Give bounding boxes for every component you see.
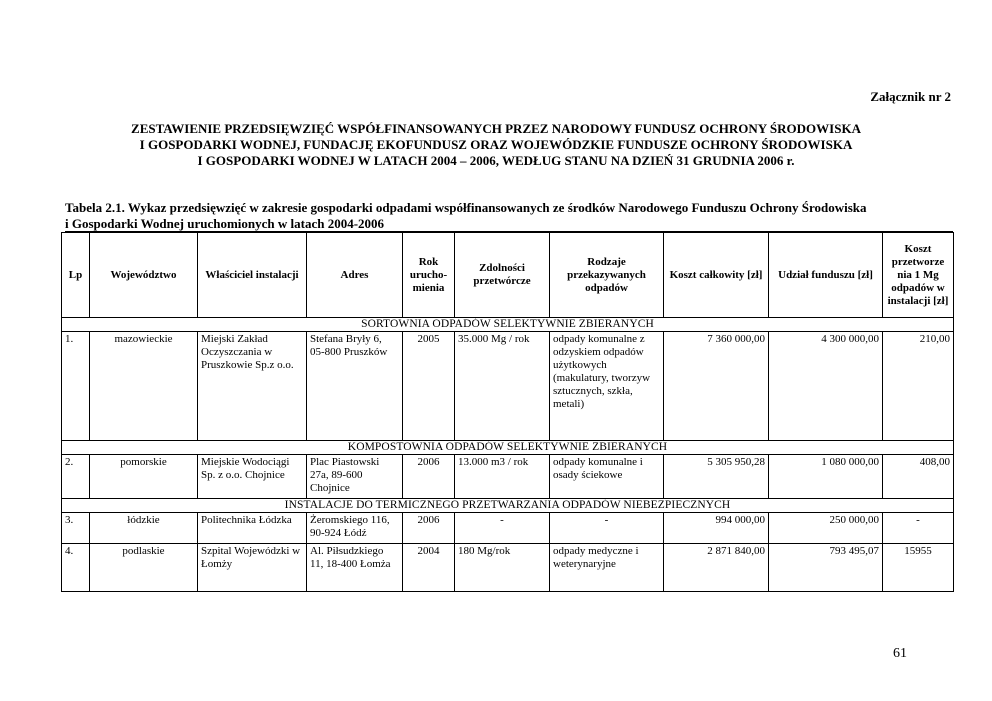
cell-rodzaje: odpady komunalne z odzyskiem odpadów użytkowych (makulatury, tworzyw sztucznych, szkła, metali) [550, 332, 664, 441]
cell-rodzaje: odpady medyczne i weterynaryjne [550, 544, 664, 592]
cell-zdolnosci: - [455, 513, 550, 544]
cell-wlasciciel: Szpital Wojewódzki w Łomży [198, 544, 307, 592]
cell-wojewodztwo: pomorskie [90, 455, 198, 499]
col-header-zdolnosci: Zdolności przetwórcze [455, 233, 550, 318]
cell-rok: 2006 [403, 455, 455, 499]
cell-wlasciciel: Miejskie Wodociągi Sp. z o.o. Chojnice [198, 455, 307, 499]
cell-koszt-mg: 408,00 [883, 455, 954, 499]
cell-lp: 2. [62, 455, 90, 499]
cell-zdolnosci: 180 Mg/rok [455, 544, 550, 592]
cell-adres: Stefana Bryły 6, 05-800 Pruszków [307, 332, 403, 441]
table-caption-line-2: i Gospodarki Wodnej uruchomionych w latach 2004-2006 [65, 216, 385, 231]
section-row [62, 318, 954, 332]
cell-wlasciciel: Miejski Zakład Oczyszczania w Pruszkowie Sp.z o.o. [198, 332, 307, 441]
table-caption-line-1: Tabela 2.1. Wykaz przedsięwzięć w zakresie gospodarki odpadami współfinansowanych ze środków Narodowego Funduszu Ochrony Środowiska [65, 200, 867, 215]
cell-rok: 2006 [403, 513, 455, 544]
cell-zdolnosci: 13.000 m3 / rok [455, 455, 550, 499]
col-header-adres: Adres [307, 233, 403, 318]
cell-lp: 4. [62, 544, 90, 592]
heading-line-3: I GOSPODARKI WODNEJ W LATACH 2004 – 2006, WEDŁUG STANU NA DZIEŃ 31 GRUDNIA 2006 r. [197, 153, 795, 168]
page-number: 61 [893, 646, 907, 661]
cell-adres: Al. Piłsudzkiego 11, 18-400 Łomża [307, 544, 403, 592]
table-row [62, 544, 954, 592]
cell-wojewodztwo: mazowieckie [90, 332, 198, 441]
cell-adres: Żeromskiego 116, 90-924 Łódź [307, 513, 403, 544]
heading-line-2: I GOSPODARKI WODNEJ, FUNDACJĘ EKOFUNDUSZ ORAZ WOJEWÓDZKIE FUNDUSZE OCHRONY ŚRODOWISKA [139, 137, 853, 152]
cell-lp: 1. [62, 332, 90, 441]
section-title-kompostownia: KOMPOSTOWNIA ODPADÓW SELEKTYWNIE ZBIERANYCH [62, 441, 954, 455]
col-header-wojewodztwo: Województwo [90, 233, 198, 318]
col-header-koszt-mg: Koszt przetworze nia 1 Mg odpadów w instalacji [zł] [883, 233, 954, 318]
cell-koszt-calkowity: 7 360 000,00 [664, 332, 769, 441]
table-row [62, 332, 954, 441]
table-row [62, 455, 954, 499]
cell-koszt-mg: 15955 [883, 544, 954, 592]
col-header-lp: Lp [62, 233, 90, 318]
annex-label: Załącznik nr 2 [870, 89, 951, 104]
section-title-termiczne: INSTALACJE DO TERMICZNEGO PRZETWARZANIA ODPADÓW NIEBEZPIECZNYCH [62, 499, 954, 513]
cell-koszt-calkowity: 5 305 950,28 [664, 455, 769, 499]
section-row [62, 441, 954, 455]
cell-udzial: 793 495,07 [769, 544, 883, 592]
col-header-wlasciciel: Właściciel instalacji [198, 233, 307, 318]
cell-koszt-mg: 210,00 [883, 332, 954, 441]
cell-koszt-calkowity: 994 000,00 [664, 513, 769, 544]
cell-koszt-mg: - [883, 513, 954, 544]
cell-udzial: 4 300 000,00 [769, 332, 883, 441]
cell-wlasciciel: Politechnika Łódzka [198, 513, 307, 544]
cell-lp: 3. [62, 513, 90, 544]
cell-rodzaje: odpady komunalne i osady ściekowe [550, 455, 664, 499]
heading-line-1: ZESTAWIENIE PRZEDSIĘWZIĘĆ WSPÓŁFINANSOWANYCH PRZEZ NARODOWY FUNDUSZ OCHRONY ŚRODOWISKA [131, 121, 861, 136]
cell-udzial: 1 080 000,00 [769, 455, 883, 499]
cell-adres: Plac Piastowski 27a, 89-600 Chojnice [307, 455, 403, 499]
table-caption [65, 200, 955, 232]
section-row [62, 499, 954, 513]
cell-rok: 2004 [403, 544, 455, 592]
table-row [62, 513, 954, 544]
cell-wojewodztwo: łódzkie [90, 513, 198, 544]
cell-wojewodztwo: podlaskie [90, 544, 198, 592]
table-header-row [62, 233, 954, 318]
cell-rodzaje: - [550, 513, 664, 544]
projects-table [61, 232, 954, 592]
document-heading [60, 121, 932, 169]
section-title-sortownia: SORTOWNIA ODPADÓW SELEKTYWNIE ZBIERANYCH [62, 318, 954, 332]
col-header-udzial: Udział funduszu [zł] [769, 233, 883, 318]
cell-rok: 2005 [403, 332, 455, 441]
col-header-koszt-calkowity: Koszt całkowity [zł] [664, 233, 769, 318]
cell-udzial: 250 000,00 [769, 513, 883, 544]
col-header-rodzaje: Rodzaje przekazywanych odpadów [550, 233, 664, 318]
cell-zdolnosci: 35.000 Mg / rok [455, 332, 550, 441]
cell-koszt-calkowity: 2 871 840,00 [664, 544, 769, 592]
col-header-rok: Rok urucho- mienia [403, 233, 455, 318]
